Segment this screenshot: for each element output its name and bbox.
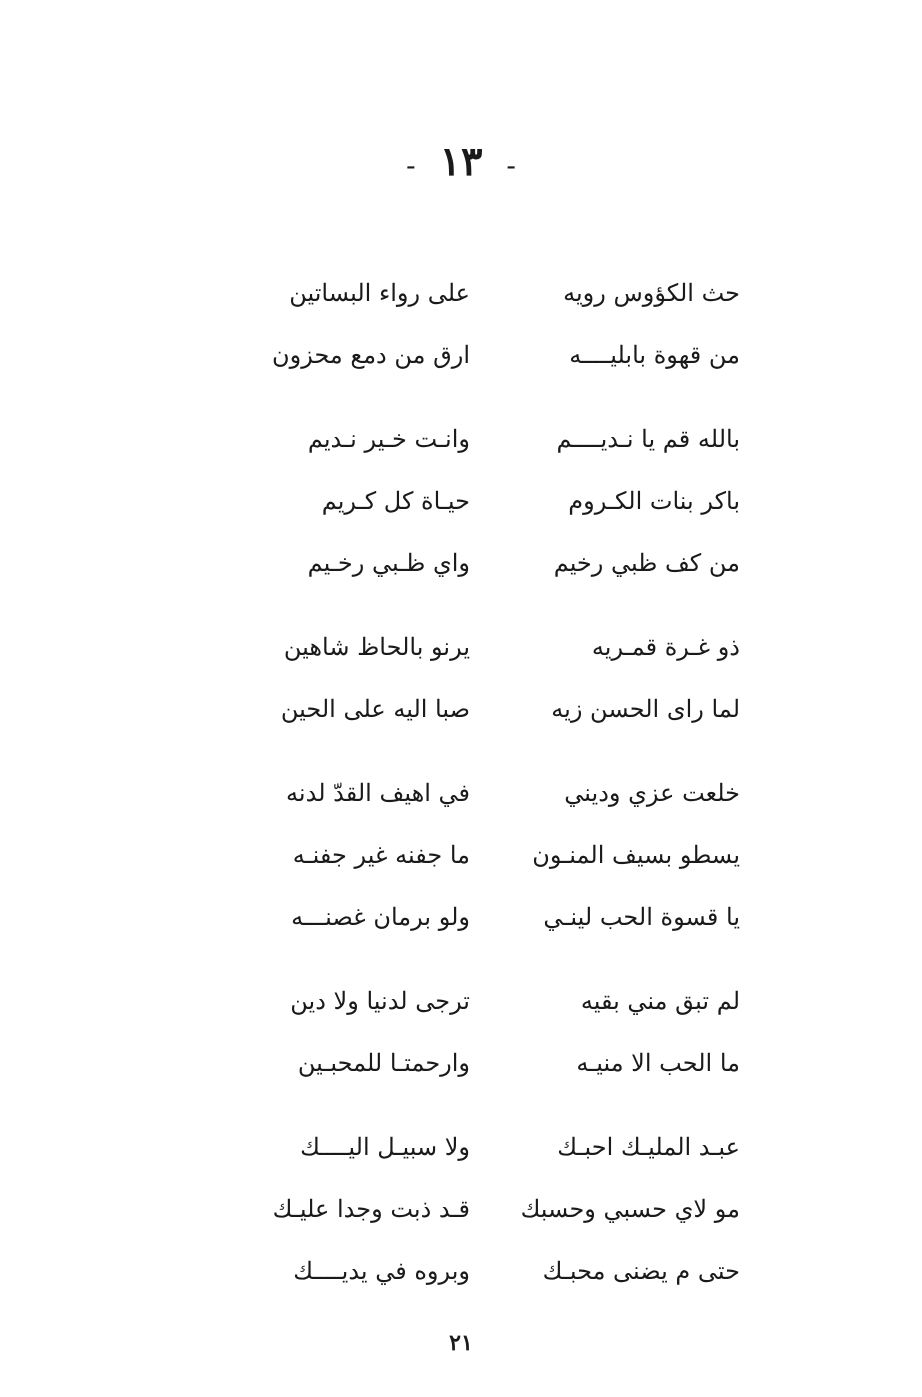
verse	[230, 762, 740, 824]
hemistich-second: ما جفنه غير جفنـه	[292, 841, 470, 869]
hemistich-first: بالله قم يا نـديــــم	[556, 425, 740, 453]
verse	[230, 470, 740, 532]
verse	[230, 616, 740, 678]
hemistich-second: على رواء البساتين	[289, 279, 470, 307]
verse	[230, 262, 740, 324]
hemistich-first: ما الحب الا منيـه	[576, 1049, 740, 1077]
verse	[230, 324, 740, 386]
section-header	[0, 138, 922, 185]
verse	[230, 532, 740, 594]
verse	[230, 408, 740, 470]
hemistich-second: صبا اليه على الحين	[280, 695, 470, 723]
verse	[230, 1116, 740, 1178]
hemistich-first: مو لاي حسبي وحسبك	[520, 1195, 740, 1223]
hemistich-first: يسطو بسيف المنـون	[532, 841, 740, 869]
hemistich-second: في اهيف القدّ لدنه	[286, 779, 470, 807]
verse	[230, 678, 740, 740]
hemistich-first: لم تبق مني بقيه	[580, 987, 740, 1015]
hemistich-first: ذو غـرة قمـريه	[591, 633, 740, 661]
page-number: ٢١	[449, 1330, 473, 1356]
stanza	[230, 970, 740, 1094]
header-dash-right: -	[506, 148, 516, 182]
verse	[230, 824, 740, 886]
hemistich-second: حيـاة كل كـريم	[321, 487, 470, 515]
poem	[230, 262, 740, 1302]
verse	[230, 1032, 740, 1094]
hemistich-second: ولو برمان غصنـــه	[291, 903, 470, 931]
verse	[230, 886, 740, 948]
hemistich-second: قـد ذبت وجدا عليـك	[272, 1195, 470, 1223]
hemistich-second: ولا سبيـل اليــــك	[300, 1133, 470, 1161]
hemistich-first: يا قسوة الحب لينـي	[543, 903, 740, 931]
hemistich-first: خلعت عزي وديني	[564, 779, 740, 807]
stanza	[230, 262, 740, 386]
hemistich-second: وبروه في يديــــك	[293, 1257, 470, 1285]
hemistich-second: واي ظـبي رخـيم	[307, 549, 470, 577]
hemistich-first: حث الكؤوس رويه	[563, 279, 740, 307]
hemistich-second: وانـت خـير نـديم	[307, 425, 470, 453]
stanza	[230, 762, 740, 948]
hemistich-second: وارحمتـا للمحبـين	[297, 1049, 470, 1077]
section-number: ١٣	[439, 138, 483, 185]
stanza	[230, 408, 740, 594]
hemistich-second: ترجى لدنيا ولا دين	[290, 987, 470, 1015]
hemistich-first: حتى م يضنى محبـك	[542, 1257, 740, 1285]
stanza	[230, 1116, 740, 1302]
stanza	[230, 616, 740, 740]
verse	[230, 1178, 740, 1240]
hemistich-first: لما راى الحسن زيه	[551, 695, 740, 723]
hemistich-first: من قهوة بابليــــه	[569, 341, 740, 369]
verse	[230, 1240, 740, 1302]
hemistich-second: يرنو بالحاظ شاهين	[283, 633, 470, 661]
hemistich-first: باكر بنات الكـروم	[568, 487, 740, 515]
verse	[230, 970, 740, 1032]
hemistich-first: من كف ظبي رخيم	[553, 549, 740, 577]
hemistich-second: ارق من دمع محزون	[271, 341, 470, 369]
hemistich-first: عبـد المليـك احبـك	[557, 1133, 740, 1161]
header-dash-left: -	[406, 148, 416, 182]
